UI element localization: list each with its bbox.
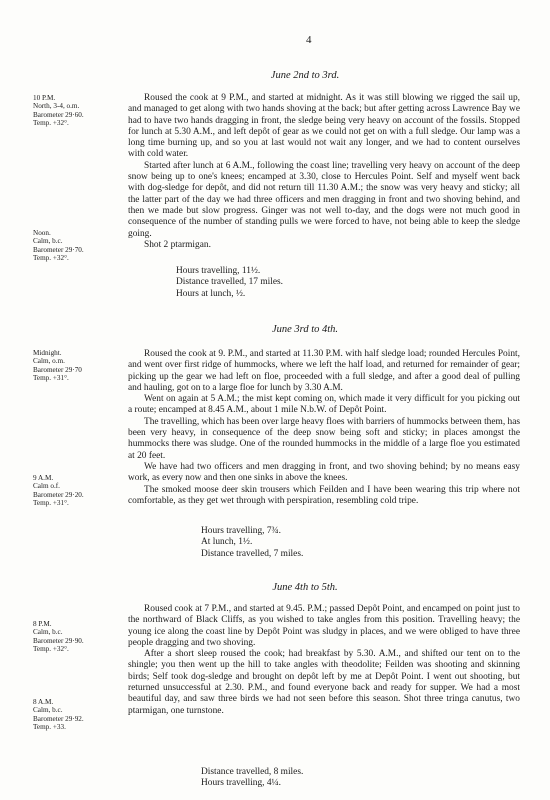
paragraph: The smoked moose deer skin trousers which Feilden and I have been wearing this trip where not comfortable, as they get wet through with perspiration, resembling cold tripe. — [128, 484, 520, 506]
margin-note: 10 P.M. North, 3-4, o.m. Barometer 29·60. Temp. +32°. — [33, 94, 84, 128]
margin-note: 8 P.M. Calm, b.c. Barometer 29·90. Temp. +32°. — [33, 620, 84, 654]
heading-june-3-4: June 3rd to 4th. — [271, 324, 339, 335]
paragraph: The travelling, which has been over large heavy floes with barriers of hummocks between them, has been very heavy, in consequence of the deep snow being soft and sticky; in places amongst the hummocks there was sludge. One of the rounded hummocks in the middle of a large floe you estimated at 20 feet. — [128, 416, 521, 461]
heading-june-4-5: June 4th to 5th. — [272, 582, 338, 593]
journal-body — [128, 604, 520, 717]
heading-june-2-3: June 2nd to 3rd. — [270, 70, 340, 81]
paragraph: Started after lunch at 6 A.M., following the coast line; travelling very heavy on account of the deep snow being up to one's knees; encamped at 3.30, close to Hercules Point. Self and myself went back with dog-sledge for depôt, and did not return till 11.30 A.M.; the snow was very heavy and sticky; all the latter part of the day we had three officers and men dragging in front and two shoving behind, and then we made but slow progress. Ginger was not well to-day, and the dogs were not much good in consequence of the number of standing pulls we were forced to have, not being able to keep the sledge going. — [128, 160, 520, 239]
paragraph: After a short sleep roused the cook; had breakfast by 5.30. A.M., and shifted our tent on to the shingle; you then went up the hill to take angles with theodolite; Feilden was shooting and skinning birds; Self took dog-sledge and brought on depôt left by me at Depôt Point. I went out shooting, but returned unsuccessful at 2.30. P.M., and found everyone back and ready for supper. We had a most beautiful day, and saw three birds we had not seen before this season. Shot three tringa canutus, two ptarmigan, one turnstone. — [128, 649, 520, 716]
travel-stats: Hours travelling, 7¾. At lunch, 1½. Distance travelled, 7 miles. — [201, 526, 304, 559]
paragraph: We have had two officers and men dragging in front, and two shoving behind; by no means easy work, as every now and then one sinks in above the knees. — [128, 461, 520, 484]
journal-body — [128, 93, 520, 251]
paragraph: Roused the cook at 9. P.M., and started at 11.30 P.M. with half sledge load; rounded Hercules Point, and went over first ridge of hummocks, where we left the half load, and returned for remainder of gear; picking up the gear we had left on floe, proceeded with a full sledge, and after a good deal of pulling and hauling, got on to a large floe for lunch by 3.30 A.M. — [128, 349, 520, 393]
margin-note: 8 A.M. Calm, b.c. Barometer 29·92. Temp. +33. — [33, 698, 84, 732]
travel-stats: Distance travelled, 8 miles. Hours travelling, 4¼. — [201, 767, 304, 789]
paragraph: Roused cook at 7 P.M., and started at 9.45. P.M.; passed Depôt Point, and encamped on point just to the northward of Black Cliffs, as you wished to take angles from this position. Travelling heavy; the young ice along the coast line by Depôt Point was sludgy in places, and we were obliged to have three people dragging and two shoving. — [128, 604, 520, 648]
paragraph: Went on again at 5 A.M.; the mist kept coming on, which made it very difficult for you picking out a route; encamped at 8.45 A.M., about 1 mile N.b.W. of Depôt Point. — [128, 394, 520, 416]
margin-note: Noon. Calm, b.c. Barometer 29·70. Temp. +32°. — [33, 229, 84, 263]
margin-note: Midnight. Calm, o.m. Barometer 29·70 Temp. +31°. — [33, 349, 82, 383]
paragraph: Shot 2 ptarmigan. — [144, 239, 211, 250]
margin-note: 9 A.M. Calm o.f. Barometer 29·20. Temp. +31°. — [33, 474, 84, 508]
paragraph: Roused the cook at 9 P.M., and started at midnight. As it was still blowing we rigged the sail up, and managed to get along with two hands shoving at the back; but after getting across Lawrence Bay we had to have two hands dragging in front, the sledge being very heavy on account of the fossils. Stopped for lunch at 5.30 A.M., and left depôt of gear as we could not get on with a full sledge. Our lamp was a long time burning up, and so you at last would not wait any longer, and we had to content ourselves with cold water. — [128, 93, 520, 160]
travel-stats: Hours travelling, 11½. Distance travelled, 17 miles. Hours at lunch, ½. — [176, 266, 283, 299]
page-number: 4 — [306, 34, 312, 46]
journal-body — [128, 349, 520, 507]
